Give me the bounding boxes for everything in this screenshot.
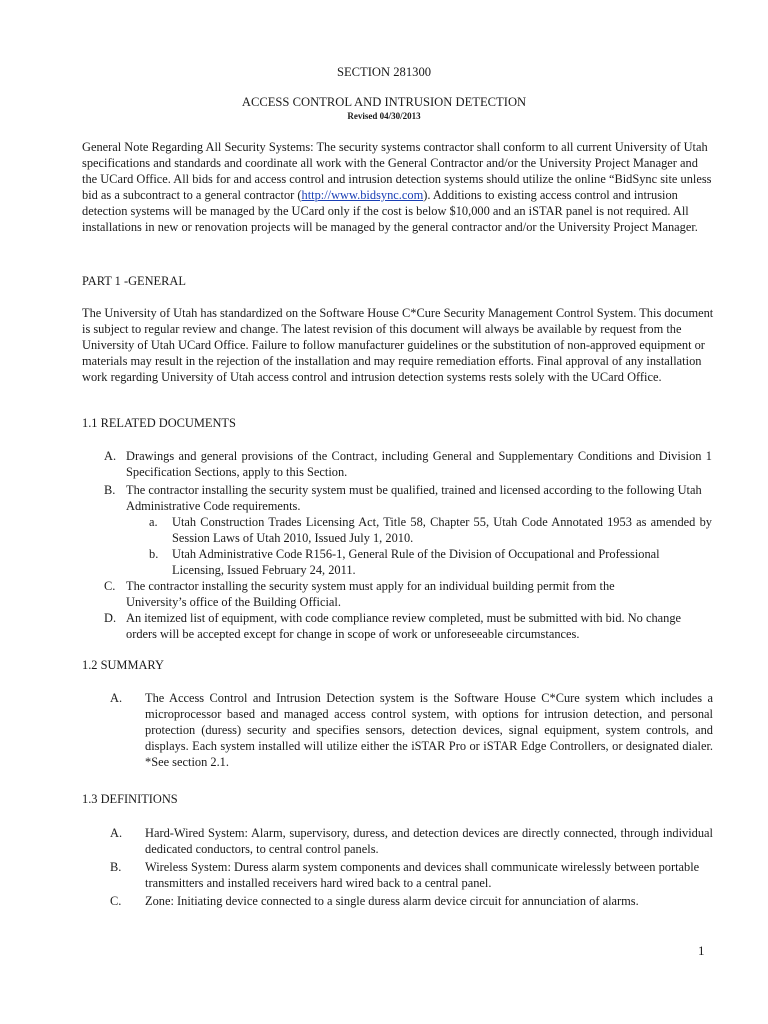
part1-paragraph: The University of Utah has standardized on the Software House C*Cure Security Management Control System. This document is subject to regular review and change. The latest revision of this document will always be available by request from the University of Utah UCard Office. Failure to follow manufacturer guidelines or the substitution of non-approved equipment or materials may result in the rejection of the installation and may require remediation efforts. Final approval of any installation work regarding University of Utah access control and intrusion detection systems rests solely with the UCard Office. xyxy=(82,306,714,384)
list-marker: a. xyxy=(149,515,158,529)
general-note-text: General Note Regarding All Security Systems: The security systems contractor shall conform to all current University of Utah specifications and standards and coordinate all work with the General Contractor and/or the University Project Manager and the UCard Office. All bids for and access control and intrusion detection systems should utilize the online “BidSync site unless bid as a subcontract to a general contractor ( xyxy=(82,140,712,202)
list-item-text: The contractor installing the security system must be qualified, trained and licensed according to the following Utah Administrative Code requirements. xyxy=(126,483,702,513)
related-documents-heading: 1.1 RELATED DOCUMENTS xyxy=(82,416,236,430)
list-marker: C. xyxy=(110,894,122,908)
list-item-text: Wireless System: Duress alarm system components and devices shall communicate wirelessly between portable transmitters and installed receivers hard wired back to a central panel. xyxy=(145,860,700,890)
general-note-text-continued: ). Additions to existing access control and intrusion detection systems will be managed by the UCard only if the cost is below $10,000 and an iSTAR panel is not required. All installations in new or renovation projects will be managed by the general contractor and/or the University Project Manager. xyxy=(82,188,698,234)
list-marker: A. xyxy=(110,691,123,705)
section-number: SECTION 281300 xyxy=(336,65,432,79)
list-marker: C. xyxy=(104,579,116,593)
list-marker: A. xyxy=(110,826,123,840)
list-item-text: Utah Administrative Code R156-1, General Rule of the Division of Occupational and Professional Licensing, Issued February 24, 2011. xyxy=(172,547,660,577)
summary-heading: 1.2 SUMMARY xyxy=(82,658,164,672)
definitions-heading: 1.3 DEFINITIONS xyxy=(82,792,178,806)
list-marker: A. xyxy=(104,449,117,463)
list-item-text: The contractor installing the security system must apply for an individual building permit from the University’s office of the Building Official. xyxy=(126,579,615,609)
list-marker: B. xyxy=(104,483,116,497)
document-title: ACCESS CONTROL AND INTRUSION DETECTION xyxy=(241,95,527,109)
list-item-text: An itemized list of equipment, with code compliance review completed, must be submitted with bid. No change orders will be accepted except for change in scope of work or unforeseeable circumstances. xyxy=(126,611,682,641)
general-note-paragraph xyxy=(82,139,714,235)
list-item-text: Zone: Initiating device connected to a single duress alarm device circuit for annunciation of alarms. xyxy=(145,894,639,908)
list-item-text: Utah Construction Trades Licensing Act, Title 58, Chapter 55, Utah Code Annotated 1953 as amended by Session Laws of Utah 2010, Issued July 1, 2010. xyxy=(172,515,712,545)
bidsync-link[interactable]: http://www.bidsync.com xyxy=(301,188,424,202)
list-item-text: The Access Control and Intrusion Detection system is the Software House C*Cure system which includes a microprocessor based and managed access control system, with options for intrusion detection, and personal protection (duress) security and specifies sensors, detection devices, signal equipment, system controls, and displays. Each system installed will utilize either the iSTAR Pro or iSTAR Edge Controllers, or designated dialer. *See section 2.1. xyxy=(145,691,713,769)
part1-heading: PART 1 -GENERAL xyxy=(82,274,186,288)
list-marker: b. xyxy=(149,547,159,561)
list-marker: B. xyxy=(110,860,122,874)
list-item-text: Drawings and general provisions of the Contract, including General and Supplementary Conditions and Division 1 Specification Sections, apply to this Section. xyxy=(126,449,712,479)
list-item-text: Hard-Wired System: Alarm, supervisory, duress, and detection devices are directly connected, through individual dedicated conductors, to central control panels. xyxy=(145,826,713,856)
list-marker: D. xyxy=(104,611,117,625)
page-number: 1 xyxy=(698,943,705,958)
revision-date: Revised 04/30/2013 xyxy=(347,111,421,121)
